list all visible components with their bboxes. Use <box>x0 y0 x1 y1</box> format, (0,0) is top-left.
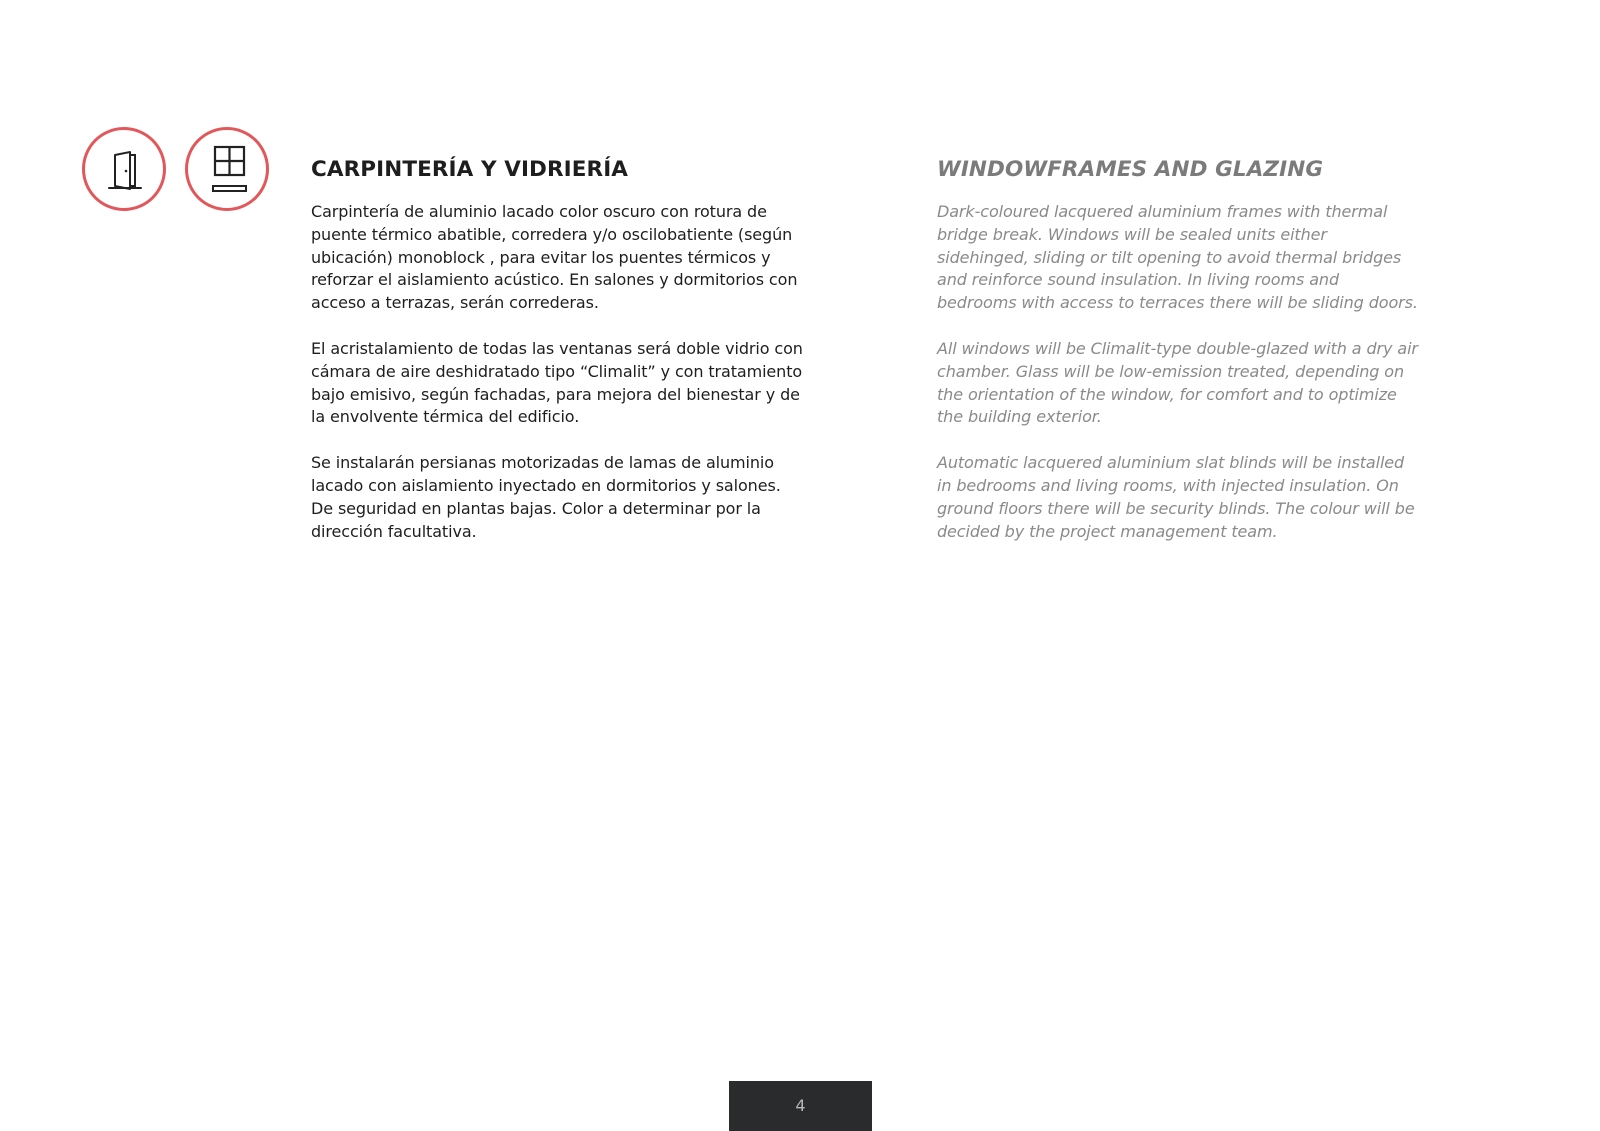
english-title: WINDOWFRAMES AND GLAZING <box>937 157 1324 182</box>
window-icon <box>188 130 272 214</box>
window-icon-badge <box>185 127 269 211</box>
english-column <box>937 156 1437 566</box>
english-paragraph-2: All windows will be Climalit-type double-glazed with a dry air chamber. Glass will be low-emission treated, depending on the orientation of the window, for comfort and to optimize the building exterior. <box>937 338 1418 427</box>
door-icon-badge <box>82 127 166 211</box>
english-paragraph-3: Automatic lacquered aluminium slat blinds will be installed in bedrooms and living rooms, with injected insulation. On ground floors there will be security blinds. The colour will be decided by the project management team. <box>937 453 1415 541</box>
door-icon <box>85 130 169 214</box>
english-paragraph-1: Dark-coloured lacquered aluminium frames with thermal bridge break. Windows will be sealed units either sidehinged, sliding or tilt opening to avoid thermal bridges and reinforce sound insulation. In living rooms and bedrooms with access to terraces there will be sliding doors. <box>937 202 1418 313</box>
page-number: 4 <box>729 1081 872 1131</box>
spanish-paragraph-1: Carpintería de aluminio lacado color oscuro con rotura de puente térmico abatible, corredera y/o oscilobatiente (según ubicación) monoblock , para evitar los puentes térmicos y reforzar el aislamiento acústico. En salones y dormitorios con acceso a terrazas, serán correderas. <box>311 202 798 313</box>
spanish-title: CARPINTERÍA Y VIDRIERÍA <box>311 157 629 182</box>
spanish-column <box>311 156 811 566</box>
spanish-paragraph-3: Se instalarán persianas motorizadas de lamas de aluminio lacado con aislamiento inyectado en dormitorios y salones. De seguridad en plantas bajas. Color a determinar por la dirección facultativa. <box>311 453 781 541</box>
spanish-paragraph-2: El acristalamiento de todas las ventanas será doble vidrio con cámara de aire deshidratado tipo “Climalit” y con tratamiento bajo emisivo, según fachadas, para mejora del bienestar y de la envolvente térmica del edificio. <box>311 338 803 427</box>
